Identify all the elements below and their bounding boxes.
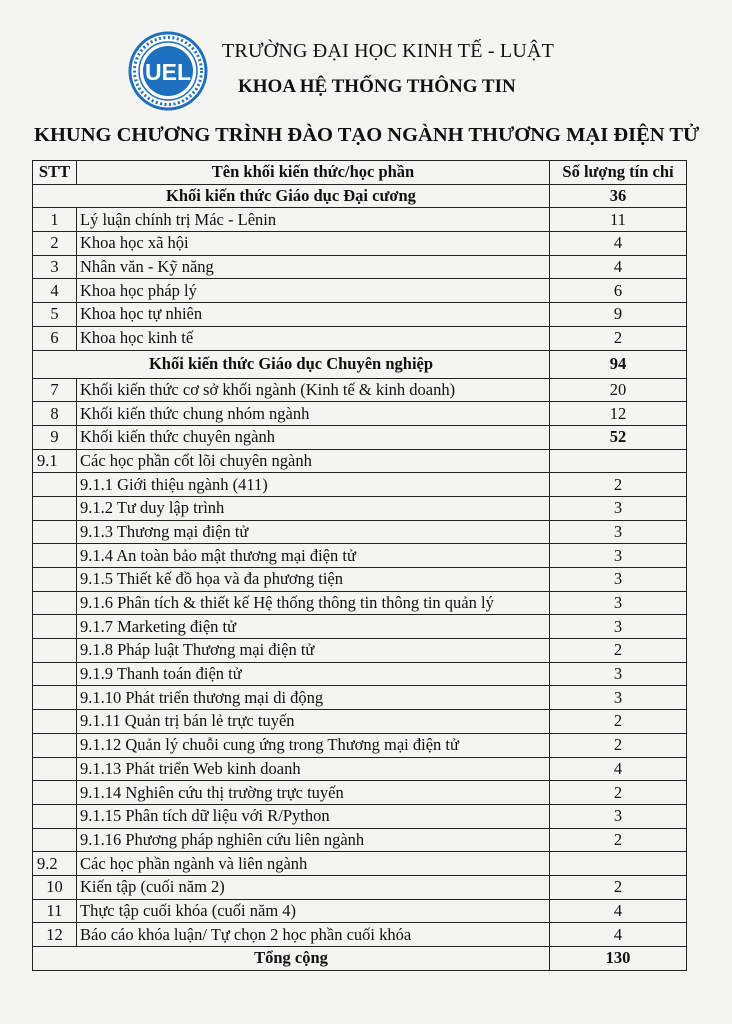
row-stt: 7 [33, 378, 77, 402]
table-row [33, 378, 687, 402]
section-general-name: Khối kiến thức Giáo dục Đại cương [33, 184, 550, 208]
row-name: Khoa học tự nhiên [77, 303, 550, 327]
row-stt: 11 [33, 899, 77, 923]
row-stt: 9.1 [33, 449, 77, 473]
row-name: Kiến tập (cuối năm 2) [77, 875, 550, 899]
row-name: 9.1.1 Giới thiệu ngành (411) [77, 473, 550, 497]
table-row [33, 208, 687, 232]
row-credits: 12 [550, 402, 687, 426]
row-name: 9.1.8 Pháp luật Thương mại điện tử [77, 639, 550, 663]
total-row [33, 947, 687, 971]
row-credits [550, 449, 687, 473]
row-name: 9.1.3 Thương mại điện tử [77, 520, 550, 544]
table-row [33, 733, 687, 757]
row-name: 9.1.11 Quản trị bán lẻ trực tuyến [77, 710, 550, 734]
table-row [33, 828, 687, 852]
row-name: 9.1.4 An toàn bảo mật thương mại điện tử [77, 544, 550, 568]
row-name: 9.1.16 Phương pháp nghiên cứu liên ngành [77, 828, 550, 852]
row-stt: 10 [33, 875, 77, 899]
row-stt: 1 [33, 208, 77, 232]
header-credits: Số lượng tín chỉ [550, 161, 687, 185]
row-credits: 4 [550, 255, 687, 279]
uel-logo [128, 31, 208, 111]
row-name: 9.1.5 Thiết kế đồ họa và đa phương tiện [77, 568, 550, 592]
row-credits: 3 [550, 520, 687, 544]
row-credits: 4 [550, 232, 687, 256]
row-credits: 9 [550, 303, 687, 327]
row-credits: 2 [550, 828, 687, 852]
row-credits: 2 [550, 710, 687, 734]
table-row [33, 326, 687, 350]
row-credits: 3 [550, 615, 687, 639]
table-row [33, 662, 687, 686]
section-general-credits: 36 [550, 184, 687, 208]
row-credits: 4 [550, 757, 687, 781]
row-credits: 11 [550, 208, 687, 232]
section-professional-name: Khối kiến thức Giáo dục Chuyên nghiệp [33, 350, 550, 378]
row-name: Nhân văn - Kỹ năng [77, 255, 550, 279]
row-stt: 3 [33, 255, 77, 279]
table-row [33, 875, 687, 899]
row-credits: 20 [550, 378, 687, 402]
document-title: KHUNG CHƯƠNG TRÌNH ĐÀO TẠO NGÀNH THƯƠNG MẠI ĐIỆN TỬ [34, 124, 700, 146]
row-credits: 3 [550, 568, 687, 592]
table-row [33, 923, 687, 947]
row-credits: 4 [550, 923, 687, 947]
section-professional-credits: 94 [550, 350, 687, 378]
table-row [33, 544, 687, 568]
row-stt: 12 [33, 923, 77, 947]
row-stt: 2 [33, 232, 77, 256]
table-row [33, 639, 687, 663]
row-name: Khối kiến thức cơ sở khối ngành (Kinh tế & kinh doanh) [77, 378, 550, 402]
row-stt: 9 [33, 425, 77, 449]
row-name: Lý luận chính trị Mác - Lênin [77, 208, 550, 232]
row-credits: 3 [550, 662, 687, 686]
table-row [33, 686, 687, 710]
table-row [33, 568, 687, 592]
row-credits [550, 852, 687, 876]
row-stt: 5 [33, 303, 77, 327]
faculty-name: KHOA HỆ THỐNG THÔNG TIN [238, 76, 516, 97]
row-name: Khoa học xã hội [77, 232, 550, 256]
curriculum-table [32, 160, 687, 971]
row-credits: 3 [550, 496, 687, 520]
row-credits: 6 [550, 279, 687, 303]
table-row [33, 279, 687, 303]
table-row [33, 757, 687, 781]
row-credits: 4 [550, 899, 687, 923]
section-professional-row [33, 350, 687, 378]
row-credits: 2 [550, 733, 687, 757]
row-name: 9.1.2 Tư duy lập trình [77, 496, 550, 520]
table-row [33, 781, 687, 805]
university-name: TRƯỜNG ĐẠI HỌC KINH TẾ - LUẬT [222, 40, 555, 62]
row-stt: 8 [33, 402, 77, 426]
header-name: Tên khối kiến thức/học phần [77, 161, 550, 185]
row-name: 9.1.7 Marketing điện tử [77, 615, 550, 639]
row-credits: 52 [550, 425, 687, 449]
row-credits: 2 [550, 473, 687, 497]
table-row [33, 303, 687, 327]
header-stt: STT [33, 161, 77, 185]
row-credits: 3 [550, 686, 687, 710]
table-row [33, 899, 687, 923]
core-group-row [33, 449, 687, 473]
row-credits: 3 [550, 591, 687, 615]
row-name: Khoa học pháp lý [77, 279, 550, 303]
table-row [33, 402, 687, 426]
table-row [33, 255, 687, 279]
row-name: Báo cáo khóa luận/ Tự chọn 2 học phần cuối khóa [77, 923, 550, 947]
row-name: Khoa học kinh tế [77, 326, 550, 350]
table-header-row [33, 161, 687, 185]
total-credits: 130 [550, 947, 687, 971]
row-name: Khối kiến thức chuyên ngành [77, 425, 550, 449]
total-label: Tổng cộng [33, 947, 550, 971]
table-row [33, 232, 687, 256]
table-row [33, 710, 687, 734]
row-credits: 3 [550, 544, 687, 568]
row-name: 9.1.9 Thanh toán điện tử [77, 662, 550, 686]
row-name: Khối kiến thức chung nhóm ngành [77, 402, 550, 426]
table-row [33, 804, 687, 828]
table-row [33, 615, 687, 639]
row-stt: 9.2 [33, 852, 77, 876]
row-name: 9.1.15 Phân tích dữ liệu với R/Python [77, 804, 550, 828]
row-name: Thực tập cuối khóa (cuối năm 4) [77, 899, 550, 923]
row-credits: 2 [550, 875, 687, 899]
logo-text: UEL [145, 59, 191, 85]
table-row [33, 496, 687, 520]
row-credits: 2 [550, 326, 687, 350]
row-credits: 2 [550, 639, 687, 663]
row-name: 9.1.13 Phát triển Web kinh doanh [77, 757, 550, 781]
section-general-row [33, 184, 687, 208]
row-name: 9.1.10 Phát triển thương mại di động [77, 686, 550, 710]
row-name: 9.1.6 Phân tích & thiết kế Hệ thống thông tin thông tin quản lý [77, 591, 550, 615]
row-credits: 3 [550, 804, 687, 828]
row-credits: 2 [550, 781, 687, 805]
row-stt: 6 [33, 326, 77, 350]
row-name: 9.1.12 Quản lý chuỗi cung ứng trong Thương mại điện tử [77, 733, 550, 757]
row-name: Các học phần ngành và liên ngành [77, 852, 550, 876]
table-row [33, 473, 687, 497]
row-name: Các học phần cốt lõi chuyên ngành [77, 449, 550, 473]
table-row [33, 591, 687, 615]
row-stt: 4 [33, 279, 77, 303]
table-row [33, 520, 687, 544]
table-row [33, 425, 687, 449]
row-name: 9.1.14 Nghiên cứu thị trường trực tuyến [77, 781, 550, 805]
interdisciplinary-group-row [33, 852, 687, 876]
